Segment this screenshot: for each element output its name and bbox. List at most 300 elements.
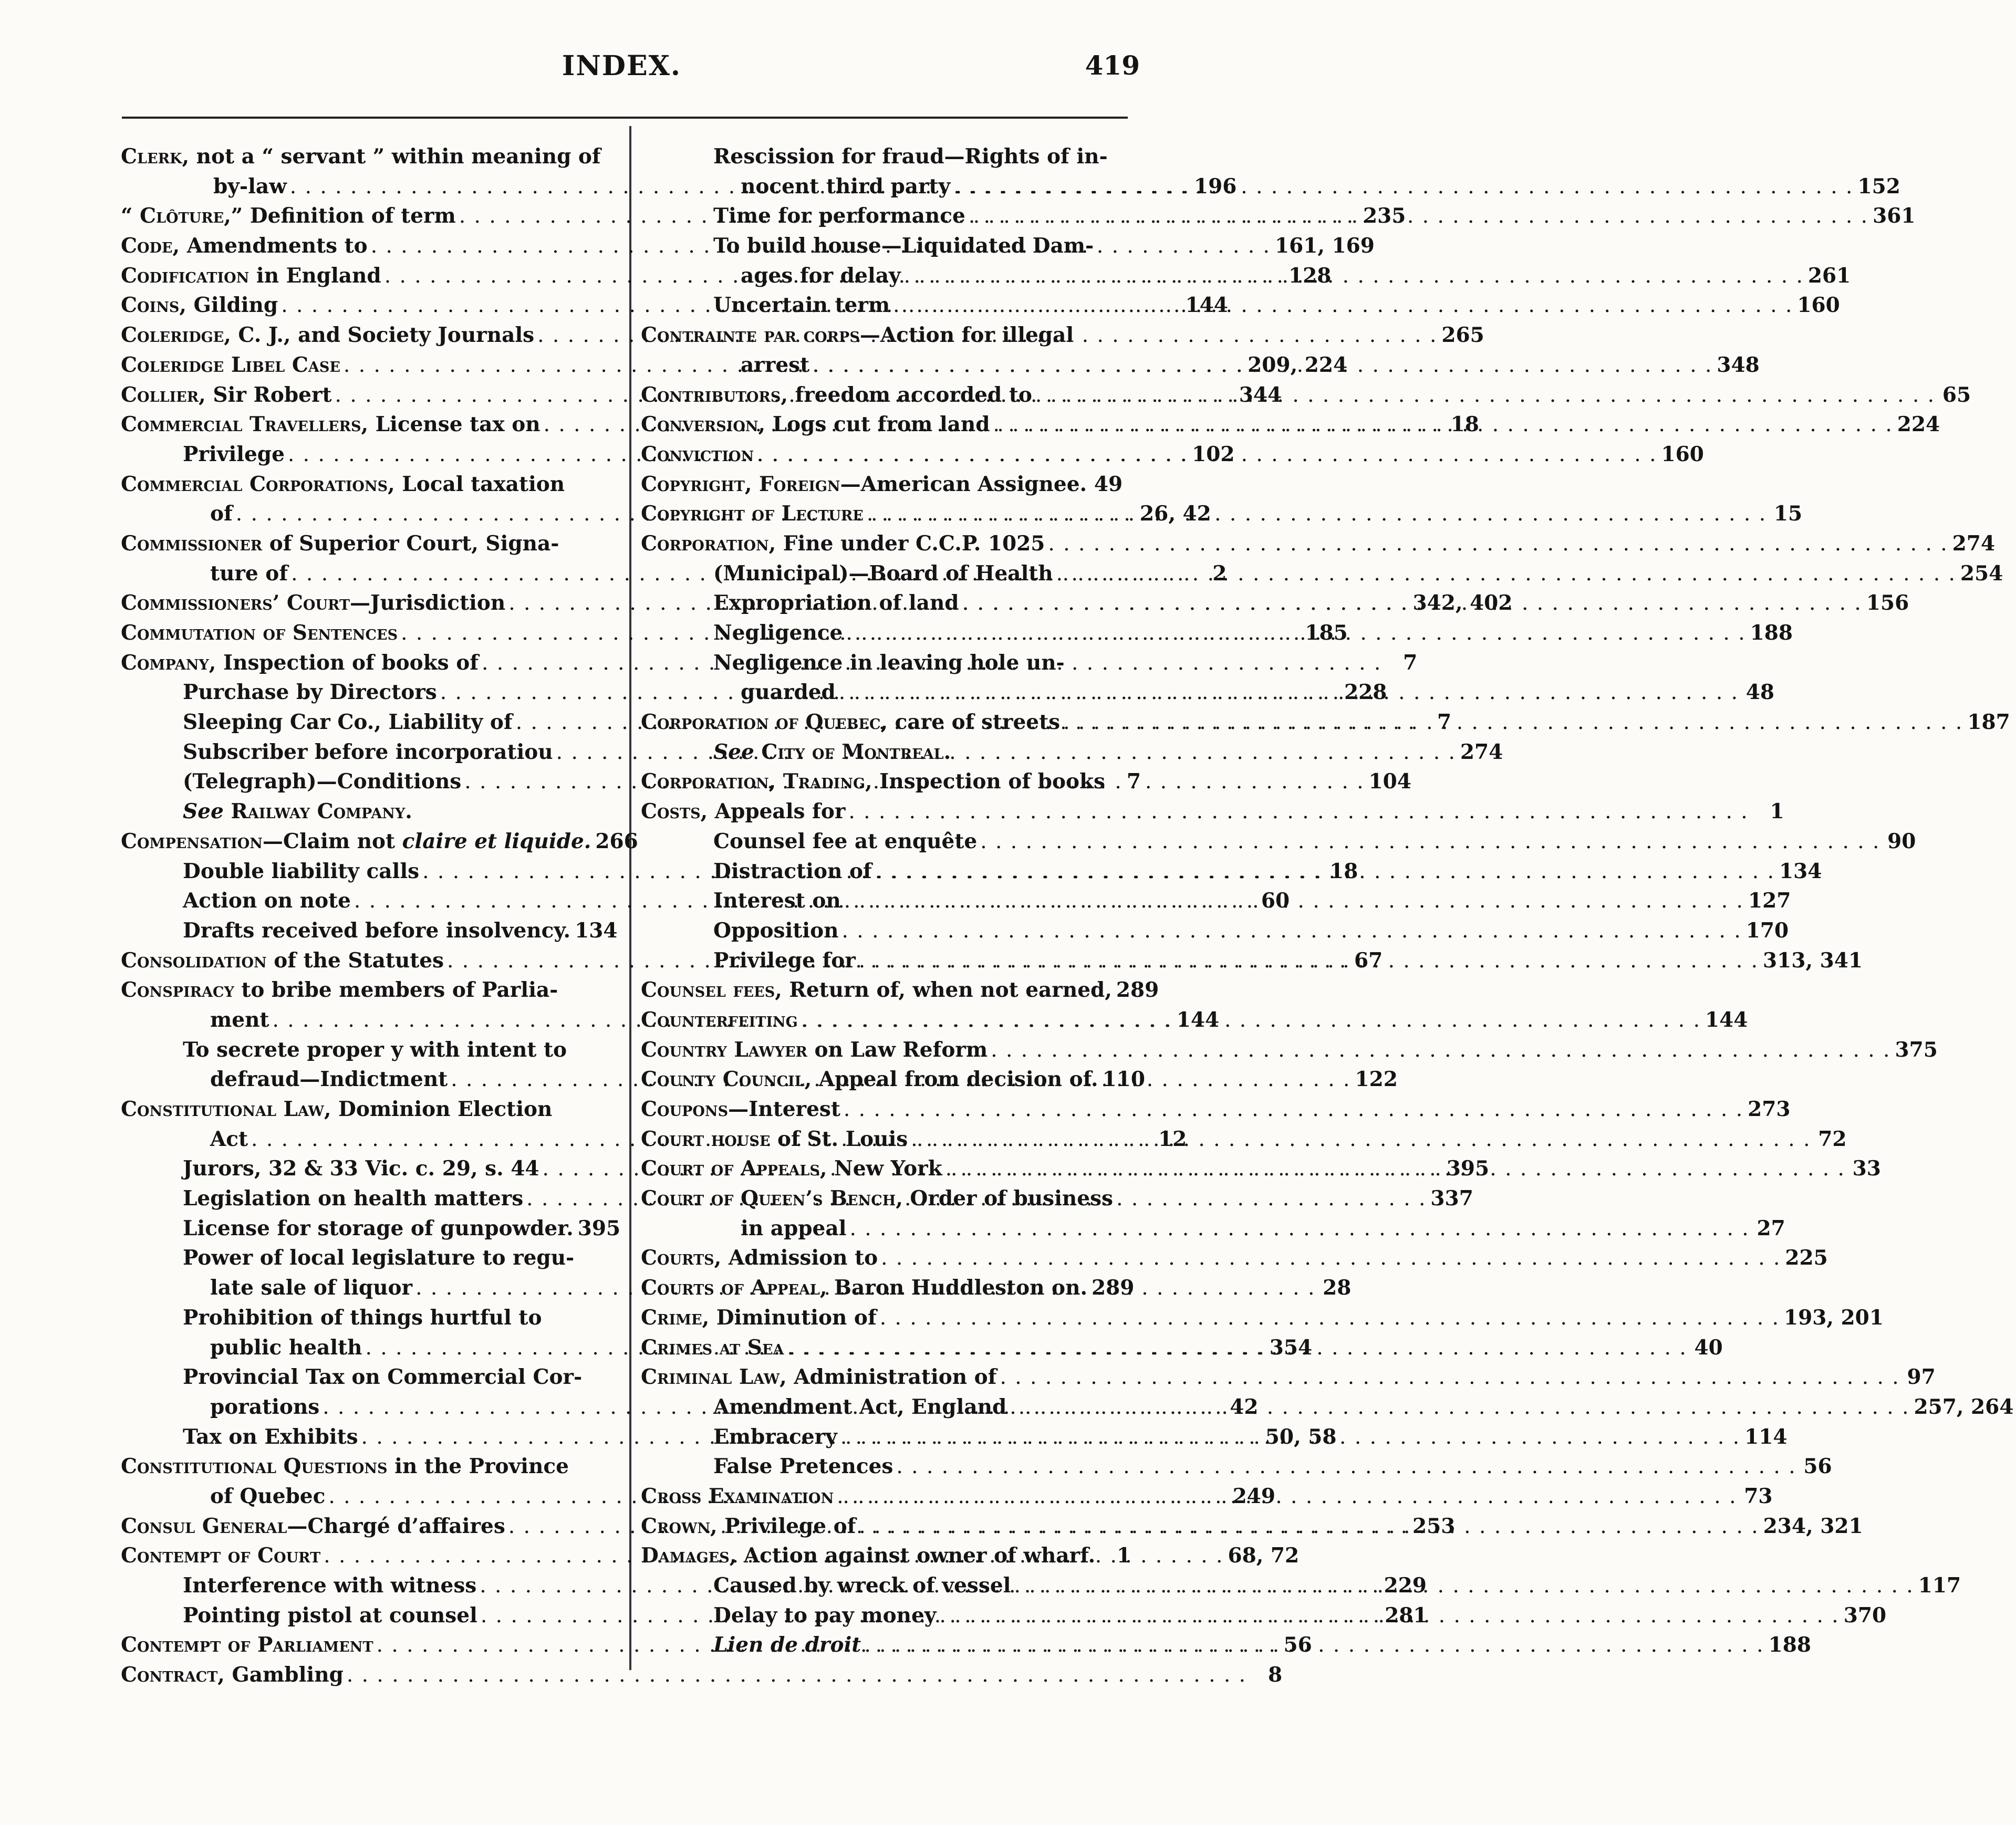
page-reference: 1 [1117,1544,1131,1568]
entry-text [121,588,505,618]
entry-text [183,1154,539,1184]
index-entry [636,975,1159,1005]
entry-subject: late sale of liquor [210,1276,413,1300]
entry-subject: Caused by wreck of vessel [713,1573,1011,1598]
page-reference: 196 [1194,174,1237,199]
entry-text [641,470,1087,499]
entry-subject: Double liability calls [183,859,420,883]
entry-text [121,350,340,380]
entry-text [121,529,559,559]
see-target: Railway Company. [223,799,412,824]
entry-heading: Conviction [641,442,754,466]
dot-leader [846,1214,1749,1244]
entry-subject: Negligence in leaving hole un- [713,650,1065,675]
entry-heading: Coupons [641,1097,729,1121]
page-reference: 188 [1768,1633,1811,1657]
dot-leader [908,1124,1811,1154]
entry-heading: Commercial Corporations, [121,472,395,496]
dot-leader [877,1303,1780,1333]
page-reference: 235 [1363,204,1406,228]
page-reference: 234, 321 [1763,1514,1863,1538]
entry-text [121,290,278,320]
entry-heading: Compensation [121,829,263,853]
entry-text [641,1035,988,1065]
index-entry [636,1273,1135,1303]
entry-text [641,1511,856,1541]
dot-leader [959,588,1862,618]
index-entry [636,559,2003,589]
dot-leader [936,1601,1839,1631]
page-reference: 313, 341 [1763,948,1863,973]
entry-heading: Commissioners’ Court [121,591,350,616]
index-entry [636,1541,1131,1571]
entry-heading: Copyright of Lecture [641,502,864,526]
entry-text [121,1094,552,1124]
entry-text [121,231,368,261]
entry-text [641,440,754,470]
entry-text [183,916,570,946]
page-reference: 274 [1952,531,1996,556]
entry-heading: Corporation of Quebec, [641,710,888,735]
page-reference: 344 [1239,382,1282,407]
page-reference: 104 [1368,769,1411,794]
index-entry [636,1005,1748,1035]
dot-leader [878,1243,1781,1273]
entry-text [183,1601,477,1631]
entry-subject: in England [249,263,381,288]
page-reference: 254 [1960,561,2003,586]
index-entry [105,975,612,1005]
page-reference: 395 [1446,1156,1490,1181]
dot-leader [843,618,1745,648]
page-reference: 281 [1385,1603,1428,1628]
index-entry [636,797,1784,827]
entry-text [121,827,591,857]
entry-subject: Definition of term [243,204,456,228]
page-reference: 122 [1355,1067,1398,1092]
entry-text [183,677,437,707]
dot-leader [996,1362,1899,1392]
entry-subject: ture of [210,561,288,586]
entry-text [641,1243,878,1273]
dot-leader [834,1482,1737,1511]
index-entry [636,1452,1832,1482]
page-reference: 27 [1757,1216,1785,1240]
entry-heading: Consolidation [121,948,267,973]
entry-text [213,172,287,202]
entry-heading: Criminal Law, [641,1365,787,1390]
page-reference: 97 [1907,1365,1936,1390]
entry-subject: care of streets [888,710,1061,735]
page-reference: 67 [1354,948,1383,973]
entry-subject: Rescission for fraud—Rights of in- [713,144,1108,169]
page-reference: 144 [1176,1007,1220,1032]
entry-subject: Embracery [713,1424,837,1449]
page-reference: 229 [1384,1573,1427,1598]
page-reference: 56 [1803,1454,1832,1479]
entry-subject: Action against owner of wharf. [736,1544,1096,1568]
page-reference: 187 [1967,710,2010,735]
header-rule [122,117,1128,119]
entry-subject: —Claim not [262,829,402,853]
entry-text [210,1124,248,1154]
entry-text [641,1094,840,1124]
entry-subject: to bribe members of Parlia- [234,978,558,1003]
page-reference: 170 [1745,918,1789,943]
dot-leader [1011,1571,1914,1601]
entry-subject: —American Assignee. [840,472,1087,496]
index-entry [636,529,1996,559]
entry-heading: Corporation, [641,531,776,556]
entry-text [121,1541,320,1571]
page-reference: 12 [1158,1127,1187,1151]
entry-subject: Legislation on health matters [183,1186,524,1211]
entry-subject: Delay to pay money [713,1603,937,1628]
entry-text [183,737,553,767]
entry-text [741,172,950,202]
entry-text [121,142,601,172]
entry-text [713,1571,1011,1601]
page-reference: 144 [1705,1007,1748,1032]
entry-subject: Inspection of books [872,769,1105,794]
index-cross-reference [636,737,1116,767]
entry-heading: Conspiracy [121,978,234,1003]
page-reference: 266 [595,829,638,853]
index-entry [105,1362,612,1392]
index-cross-reference [105,797,612,827]
dot-leader [890,290,1793,320]
page-reference: 117 [1918,1573,1961,1598]
entry-heading: Contract, [121,1663,225,1687]
entry-text [121,470,565,499]
entry-heading: Contempt of Court [121,1544,321,1568]
entry-subject: Act [210,1127,248,1151]
dot-leader [856,1511,1759,1541]
entry-text [641,380,1032,410]
index-entry [105,470,612,499]
entry-heading: Company, [121,650,216,675]
entry-text [210,1392,319,1422]
entry-subject: defraud—Indictment [210,1067,448,1092]
entry-heading: Counsel fees, [641,978,782,1003]
page-reference: 114 [1744,1424,1788,1449]
dot-leader [988,1035,1890,1065]
entry-subject: —Jurisdiction [350,591,506,616]
entry-text [641,1273,1087,1303]
dot-leader [840,1094,1743,1124]
page-reference: 72 [1818,1127,1847,1151]
entry-text [183,886,351,916]
page-reference: 102 [1192,442,1235,466]
page-reference: 224 [1897,412,1940,437]
page-reference: 60 [1261,889,1290,913]
entry-subject: —Interest [728,1097,840,1121]
dot-leader [837,1422,1740,1452]
page-reference: 68, 72 [1228,1544,1300,1568]
page-reference: 249 [1232,1484,1276,1508]
entry-heading: Commercial Travellers, [121,412,369,437]
entry-text [641,320,1074,350]
entry-subject: by-law [213,174,287,199]
page-reference: 156 [1866,591,1909,616]
page-number: 419 [1085,50,1140,81]
entry-subject: Pointing pistol at counsel [183,1603,477,1628]
index-entry [105,1243,612,1273]
dot-leader [965,201,1868,231]
entry-text [713,201,965,231]
index-entry [636,648,1116,678]
page-reference: 7 [1126,769,1141,794]
entry-subject: License for storage of gunpowder. [183,1216,574,1240]
index-entry [636,1184,1116,1214]
entry-text [183,707,513,737]
page-reference: 7 [1403,650,1418,675]
entry-text [641,1362,996,1392]
entry-text [713,946,856,976]
page-reference: 18 [1329,859,1358,883]
dot-leader [1006,1392,1909,1422]
entry-text [121,320,534,350]
see-target: City of Montreal. [754,739,951,764]
index-entry [636,231,1116,261]
entry-text [183,1243,574,1273]
page-reference: 161, 169 [1274,234,1375,258]
page-reference: 193, 201 [1783,1305,1884,1330]
entry-text [713,1422,837,1452]
index-entry [105,827,638,857]
dot-leader [845,797,1748,827]
entry-subject: in appeal [741,1216,847,1240]
dot-leader [942,1154,1845,1184]
entry-text [713,1452,893,1482]
entry-text [121,975,558,1005]
page-reference: 395 [577,1216,621,1240]
entry-heading: Court of Queen’s Bench, [641,1186,903,1211]
entry-text [210,1482,325,1511]
entry-text [741,677,836,707]
entry-subject: Counsel fee at enquête [713,829,978,853]
entry-text [121,380,332,410]
dot-leader [893,1452,1796,1482]
entry-heading: Consul General [121,1514,287,1538]
dot-leader [809,350,1712,380]
dot-leader [856,946,1759,976]
entry-subject: public health [210,1335,362,1360]
entry-heading: Crime, [641,1305,710,1330]
page-reference: 134 [575,918,618,943]
index-entry [636,916,1789,946]
entry-subject: Diminution of [709,1305,877,1330]
page-reference: 50, 58 [1265,1424,1337,1449]
entry-subject: To secrete proper y with intent to [183,1037,567,1062]
page-reference: 289 [1092,1276,1135,1300]
entry-subject: Baron Huddleston on. [827,1276,1088,1300]
dot-leader [754,440,1657,470]
entry-subject: freedom accorded to [787,382,1032,407]
page-reference: 188 [1750,621,1793,645]
entry-heading: Codification [121,263,250,288]
entry-subject: Opposition [713,918,839,943]
dot-leader [798,1005,1701,1035]
page-reference: 128 [1288,263,1332,288]
entry-text [183,1035,567,1065]
entry-text [713,1392,1006,1422]
page-reference: 110 [1102,1067,1145,1092]
page-reference: 56 [1283,1633,1312,1657]
entry-heading: Constitutional Questions [121,1454,388,1479]
page-reference: 90 [1887,829,1916,853]
page-title: INDEX. [562,50,682,82]
entry-subject: Inspection of books of [216,650,479,675]
entry-subject: of the Statutes [266,948,444,973]
entry-text [121,946,444,976]
entry-text [713,588,959,618]
entry-subject: Uncertain term [713,293,890,318]
entry-subject: Purchase by Directors [183,680,437,705]
entry-subject: Appeals for [708,799,846,824]
entry-heading: Contrainte par corps [641,323,860,348]
entry-subject: Appeal from decision of. [812,1067,1098,1092]
entry-text [713,290,890,320]
entry-text [641,767,1105,797]
entry-text [641,1154,942,1184]
entry-heading: “ Clôture,” [121,204,243,228]
dot-leader [839,916,1742,946]
page-reference: 289 [1116,978,1159,1003]
page-reference: 253 [1412,1514,1456,1538]
index-entry [105,529,612,559]
entry-text [713,737,951,767]
entry-text [641,1184,1113,1214]
entry-heading: Constitutional Law, [121,1097,331,1121]
entry-text [183,1303,542,1333]
page-reference: 8 [1267,1663,1283,1687]
entry-subject: False Pretences [713,1454,893,1479]
entry-subject: —Action for illegal [859,323,1074,348]
page-reference: 1 [1770,799,1784,824]
entry-subject: Admission to [721,1246,878,1270]
entry-subject: on Law Reform [807,1037,988,1062]
entry-text [713,827,977,857]
dot-leader [872,857,1775,887]
entry-heading: Conversion, [641,412,766,437]
index-entry [636,1362,1936,1392]
page-reference: 42 [1230,1394,1259,1419]
dot-leader [950,172,1853,202]
entry-subject: Subscriber before incorporatiou [183,739,553,764]
page-reference: 342, 402 [1412,591,1513,616]
page-reference: 152 [1857,174,1900,199]
entry-text [210,1273,412,1303]
entry-text [121,1660,344,1690]
entry-text [210,499,233,529]
dot-leader [836,677,1739,707]
entry-text [183,1422,358,1452]
page-reference: 257, 264 [1914,1394,2014,1419]
see-label: See [713,739,754,764]
entry-text [121,1630,373,1660]
entry-text [713,231,1094,261]
entry-subject: Local taxation [394,472,565,496]
entry-subject: Fine under C.C.P. 1025 [776,531,1045,556]
entry-text [183,440,285,470]
entry-text [713,142,1108,172]
entry-heading: Commissioner [121,531,263,556]
page-reference: 185 [1305,621,1348,645]
index-entry [636,1303,1884,1333]
index-entry [105,916,618,946]
page-reference: 15 [1773,502,1803,526]
entry-text [121,261,381,291]
entry-subject: Negligence [713,621,843,645]
page-reference: 261 [1807,263,1851,288]
entry-heading: Courts of Appeal, [641,1276,827,1300]
entry-text [121,618,398,648]
entry-text [121,648,479,678]
entry-heading: Contempt of Parliament [121,1633,373,1657]
entry-text [210,1065,448,1094]
entry-text [641,797,845,827]
entry-text [741,350,809,380]
entry-heading: Coleridge, [121,323,231,348]
entry-heading: Courts, [641,1246,722,1270]
page-reference: 18 [1450,412,1479,437]
entry-text [713,857,872,887]
dot-leader [1053,559,1956,589]
index-entry [636,1243,1828,1273]
page-reference: 348 [1717,352,1760,377]
entry-subject: Sleeping Car Co., Liability of [183,710,513,735]
entry-subject: in the Province [387,1454,569,1479]
entry-heading: Crimes at Sea [641,1335,784,1360]
page-reference: 370 [1843,1603,1887,1628]
page-reference: 48 [1745,680,1775,705]
entry-text [183,857,419,887]
entry-text [210,1333,362,1363]
entry-subject: (Municipal)—Board of Health [713,561,1053,586]
entry-subject: Expropriation of land [713,591,959,616]
page-header [0,50,1172,92]
page-reference: 228 [1344,680,1387,705]
see-label: See [183,799,224,824]
entry-text [210,559,288,589]
page-reference: 26, 42 [1140,502,1211,526]
entry-subject: ages for delay [741,263,901,288]
index-entry [105,1094,612,1124]
entry-text [641,1005,798,1035]
entry-heading: Country Lawyer [641,1037,807,1062]
entry-text [183,1362,582,1392]
index-entry [636,1214,1785,1244]
entry-text [713,559,1053,589]
entry-text [183,1571,476,1601]
dot-leader [1060,707,1963,737]
index-entry [105,1303,612,1333]
entry-heading: Damages, [641,1544,737,1568]
entry-subject: Gambling [224,1663,344,1687]
entry-subject: Logs cut from land [765,412,990,437]
page-reference: 361 [1873,204,1916,228]
entry-heading: Copyright, Foreign [641,472,840,496]
index-entry [636,1094,1791,1124]
entry-text [641,1541,1095,1571]
entry-heading: Commutation of Sentences [121,621,398,645]
page-reference: 2 [1212,561,1227,586]
page-reference: 160 [1661,442,1704,466]
entry-subject: nocent third party [741,174,951,199]
entry-subject: Distraction of [713,859,872,883]
entry-heading: Collier, [121,382,206,407]
